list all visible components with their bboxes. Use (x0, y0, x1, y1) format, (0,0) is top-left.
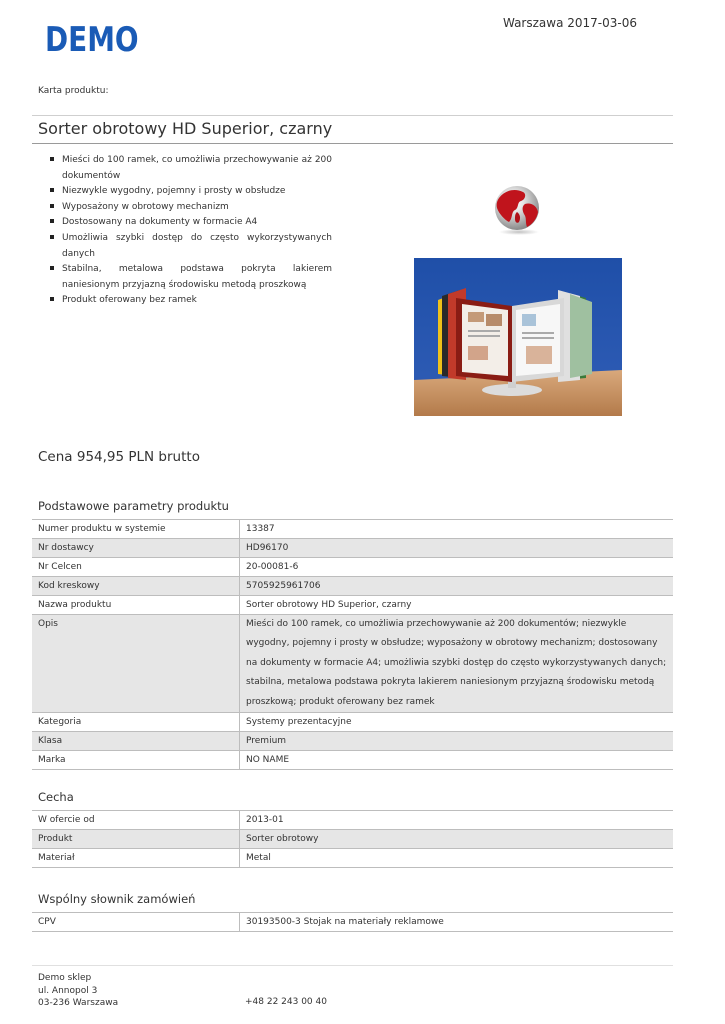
table-row (32, 615, 673, 713)
basic-params-title: Podstawowe parametry produktu (38, 499, 229, 513)
features-table (32, 810, 673, 868)
param-value: Systemy prezentacyjne (240, 713, 674, 732)
product-title: Sorter obrotowy HD Superior, czarny (38, 119, 333, 138)
document-date: Warszawa 2017-03-06 (502, 16, 637, 30)
features-table-title: Cecha (38, 790, 74, 804)
table-row (32, 539, 673, 558)
param-key: Nazwa produktu (32, 596, 240, 615)
table-row (32, 811, 673, 830)
param-key: Nr Celcen (32, 558, 240, 577)
table-row (32, 830, 673, 849)
table-row (32, 849, 673, 868)
feature-item: Dostosowany na dokumenty w formacie A4 (48, 215, 332, 231)
feature-item: Wyposażony w obrotowy mechanizm (48, 200, 332, 216)
param-key: W ofercie od (32, 811, 240, 830)
param-value: 20-00081-6 (240, 558, 674, 577)
footer-phone: +48 22 243 00 40 (245, 997, 327, 1007)
feature-item: Produkt oferowany bez ramek (48, 293, 332, 309)
basic-params-table (32, 519, 673, 770)
param-key: Materiał (32, 849, 240, 868)
footer-street: ul. Annopol 3 (38, 985, 98, 996)
feature-item: Mieści do 100 ramek, co umożliwia przechowywanie aż 200 dokumentów (48, 153, 332, 184)
param-key: Marka (32, 751, 240, 770)
divider (32, 965, 673, 966)
param-value: Mieści do 100 ramek, co umożliwia przechowywanie aż 200 dokumentów; niezwykle wygodny, pojemny i prosty w obsłudze; wyposażony w obrotowy mechanizm; dostosowany na dokumenty w formacie A4; umożliwia szybki dostęp do często wykorzystywanych danych; stabilna, metalowa podstawa pokryta lakierem naniesionym przyjazną środowisku metodą proszkową; produkt oferowany bez ramek (240, 615, 674, 713)
footer-city: 03-236 Warszawa (38, 998, 119, 1008)
globe-icon (489, 184, 545, 236)
footer-address (38, 972, 118, 1010)
table-row (32, 913, 673, 932)
product-photo (414, 258, 622, 416)
param-value: 13387 (240, 520, 674, 539)
table-row (32, 577, 673, 596)
param-value: 5705925961706 (240, 577, 674, 596)
feature-item: Umożliwia szybki dostęp do często wykorzystywanych danych (48, 231, 332, 262)
param-value: Metal (240, 849, 674, 868)
param-key: Klasa (32, 732, 240, 751)
param-value: HD96170 (240, 539, 674, 558)
divider (32, 115, 673, 116)
table-row (32, 713, 673, 732)
table-row (32, 558, 673, 577)
param-value: Sorter obrotowy (240, 830, 674, 849)
param-value: NO NAME (240, 751, 674, 770)
param-key: Nr dostawcy (32, 539, 240, 558)
feature-item: Stabilna, metalowa podstawa pokryta lakierem naniesionym przyjazną środowisku metodą proszkową (48, 262, 332, 293)
param-value: Sorter obrotowy HD Superior, czarny (240, 596, 674, 615)
table-row (32, 751, 673, 770)
param-value: Premium (240, 732, 674, 751)
feature-list (48, 153, 332, 309)
param-value: 30193500-3 Stojak na materiały reklamowe (240, 913, 674, 932)
footer-company: Demo sklep (38, 973, 92, 983)
param-key: Produkt (32, 830, 240, 849)
logo: DEMO (45, 20, 139, 60)
param-key: Opis (32, 615, 240, 713)
param-key: Numer produktu w systemie (32, 520, 240, 539)
param-key: CPV (32, 913, 240, 932)
table-row (32, 596, 673, 615)
param-key: Kod kreskowy (32, 577, 240, 596)
table-row (32, 520, 673, 539)
param-value: 2013-01 (240, 811, 674, 830)
divider (32, 143, 673, 144)
price: Cena 954,95 PLN brutto (38, 449, 200, 465)
cpv-table (32, 912, 673, 932)
param-key: Kategoria (32, 713, 240, 732)
table-row (32, 732, 673, 751)
feature-item: Niezwykle wygodny, pojemny i prosty w obsłudze (48, 184, 332, 200)
cpv-table-title: Wspólny słownik zamówień (38, 892, 196, 906)
card-label: Karta produktu: (38, 86, 109, 96)
